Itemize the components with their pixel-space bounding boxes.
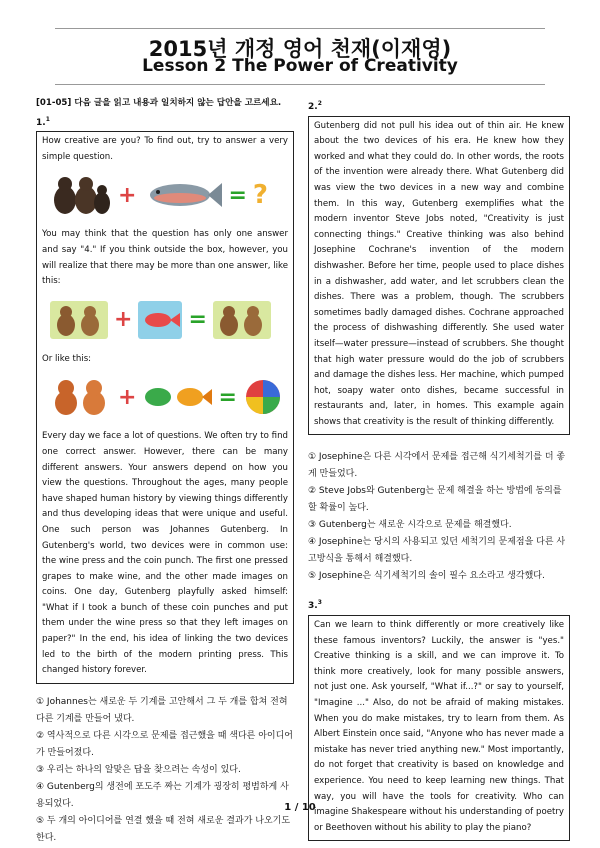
- puzzle-image-3: [50, 369, 288, 425]
- equals-symbol: =: [218, 384, 237, 410]
- right-column: [308, 96, 570, 841]
- choice-1[interactable]: ① Josephine은 다른 시각에서 문제를 접근해 식기세척기를 더 좋게 만들었다.: [308, 452, 566, 480]
- top-rule: [55, 28, 545, 29]
- choice-2[interactable]: ② 역사적으로 다른 시각으로 문제를 접근했을 때 색다른 아이디어가 만들어졌다.: [36, 730, 294, 758]
- choice-4[interactable]: ④ Josephine는 당시의 사용되고 있던 세척기의 문제점을 다른 사고방식을 통해서 해결했다.: [308, 537, 566, 565]
- page-number: 1 / 10: [284, 802, 316, 813]
- bears-card-icon: [50, 301, 108, 339]
- question-2-passage: [308, 116, 570, 436]
- header-rule: [55, 84, 545, 85]
- question-mark-symbol: ?: [252, 179, 268, 210]
- lesson-subtitle: Lesson 2 The Power of Creativity: [142, 56, 458, 76]
- passage-paragraph: You may think that the question has only one answer and say "4." If you think outside the box, however, you will realize that there may be more than one answer, like this:: [42, 229, 288, 287]
- question-3-number: 3.$^3$: [308, 599, 322, 612]
- plus-symbol: +: [118, 182, 137, 208]
- fish-card-icon: [138, 301, 182, 339]
- equals-symbol: =: [228, 182, 247, 208]
- passage-paragraph: Every day we face a lot of questions. We often try to find one correct answer. However, there can be many different answers. Your answers depend on how you view the questions. Throughout the ages, many people have shaped human history by viewing things differently and thus developing ideas that were unique and useful. One such person was Johannes Gutenberg. In Gutenberg's world, two devices were in common use: the wine press and the coin punch. The first one pressed grapes to make wine, and the other made images on coins. One day, Gutenberg playfully asked himself: "What if I took a bunch of these coin punches and put them under the wine press so that they left images on paper?" In the end, his idea of linking the two devices led to the birth of the modern printing press. This changed history forever.: [42, 431, 288, 676]
- choice-5[interactable]: ⑤ Josephine은 식기세척기의 솔이 필수 요소라고 생각했다.: [308, 571, 545, 582]
- choice-3[interactable]: ③ Gutenberg는 새로운 시각으로 문제를 해결했다.: [308, 520, 512, 531]
- passage-text: Gutenberg did not pull his idea out of thin air. He knew about the two devices of his era. He knew how they worked and what they could do. In other words, the roots of the invention were already there. What Gutenberg did was view the two devices in a new way and combine them. In this way, Gutenberg exemplifies what the modern inventor Steve Jobs noted, "Creativity is just connecting things." Creative thinking was also behind Josephine Cochrane's invention of the modern dishwasher. Before her time, people used to place dishes in a dishwasher, add water, and let scrubbers clean the dishes. There was a problem, though. The scrubbers sometimes badly damaged dishes. Cochrane approached the process of dishwashing differently. She used water itself—water pressure—instead of scrubbers. She thought that high water pressure would do the job of scrubbers and damage the dishes less. Her machine, which pumped hot, soapy water onto dishes, became successful in restaurants and, later, in homes. This example again shows that creativity is the result of thinking differently.: [314, 120, 564, 427]
- fish-icon: [142, 175, 222, 215]
- tropical-fish-icon: [142, 380, 212, 414]
- spacer: [308, 585, 570, 595]
- choice-1[interactable]: ① Johannes는 새로운 두 기계를 고안해서 그 두 개를 합쳐 전혀 다른 기계를 만들어 냈다.: [36, 696, 288, 724]
- puzzle-image-1: [50, 167, 288, 223]
- question-1-choices: [36, 694, 294, 847]
- passage-paragraph: How creative are you? To find out, try to answer a very simple question.: [42, 136, 288, 162]
- question-2-number: 2.$^2$: [308, 100, 322, 112]
- plus-symbol: +: [114, 306, 133, 332]
- choice-3[interactable]: ③ 우리는 하나의 알맞은 답을 찾으려는 속성이 있다.: [36, 764, 241, 775]
- plus-symbol: +: [118, 384, 137, 410]
- choice-5[interactable]: ⑤ 두 개의 아이디어를 연결 했을 때 전혀 새로운 결과가 나오기도 한다.: [36, 815, 291, 843]
- question-1-passage: [36, 131, 294, 684]
- bears-result-icon: [213, 301, 271, 339]
- question-1-number: 1.$^1$: [36, 115, 50, 128]
- passage-text: Can we learn to think differently or more creatively like these famous inventors? Luckily, the answer is "yes." Creative thinking is a skill, and we can improve it. To think more creatively, look for many possible answers, not just one. Ask yourself, "What if...?" or say to yourself, "Imagine ..." Also, do not be afraid of making mistakes. When you do make mistakes, try to learn from them. As Albert Einstein once said, "Anyone who has never made a mistake has never tried anything new." Most importantly, do not forget that creativity is based on knowledge and experience. You need to keep learning new things. That way, you will have the tools for creativity. Who can imagine Shakespeare without his understanding of poetry or Beethoven without his ability to play the piano?: [314, 620, 564, 833]
- choice-4[interactable]: ④ Gutenberg의 생전에 포도주 짜는 기계가 굉장히 평범하게 사용되었다.: [36, 781, 289, 809]
- left-column: [36, 96, 294, 847]
- teddy-bears-icon: [50, 377, 112, 417]
- puzzle-image-2: [50, 292, 288, 348]
- passage-paragraph: Or like this:: [42, 353, 92, 364]
- question-2-choices: [308, 449, 570, 585]
- page-title: 2015년 개정 영어 천재(이재영): [148, 37, 452, 61]
- instruction: [01-05] 다음 글을 읽고 내용과 일치하지 않는 답안을 고르세요.: [36, 98, 282, 108]
- equals-symbol: =: [188, 306, 207, 332]
- ball-icon: [243, 377, 283, 417]
- choice-2[interactable]: ② Steve Jobs와 Gutenberg는 문제 해결을 하는 방법에 동의를 할 확률이 높다.: [308, 486, 562, 514]
- bears-icon: [50, 172, 112, 218]
